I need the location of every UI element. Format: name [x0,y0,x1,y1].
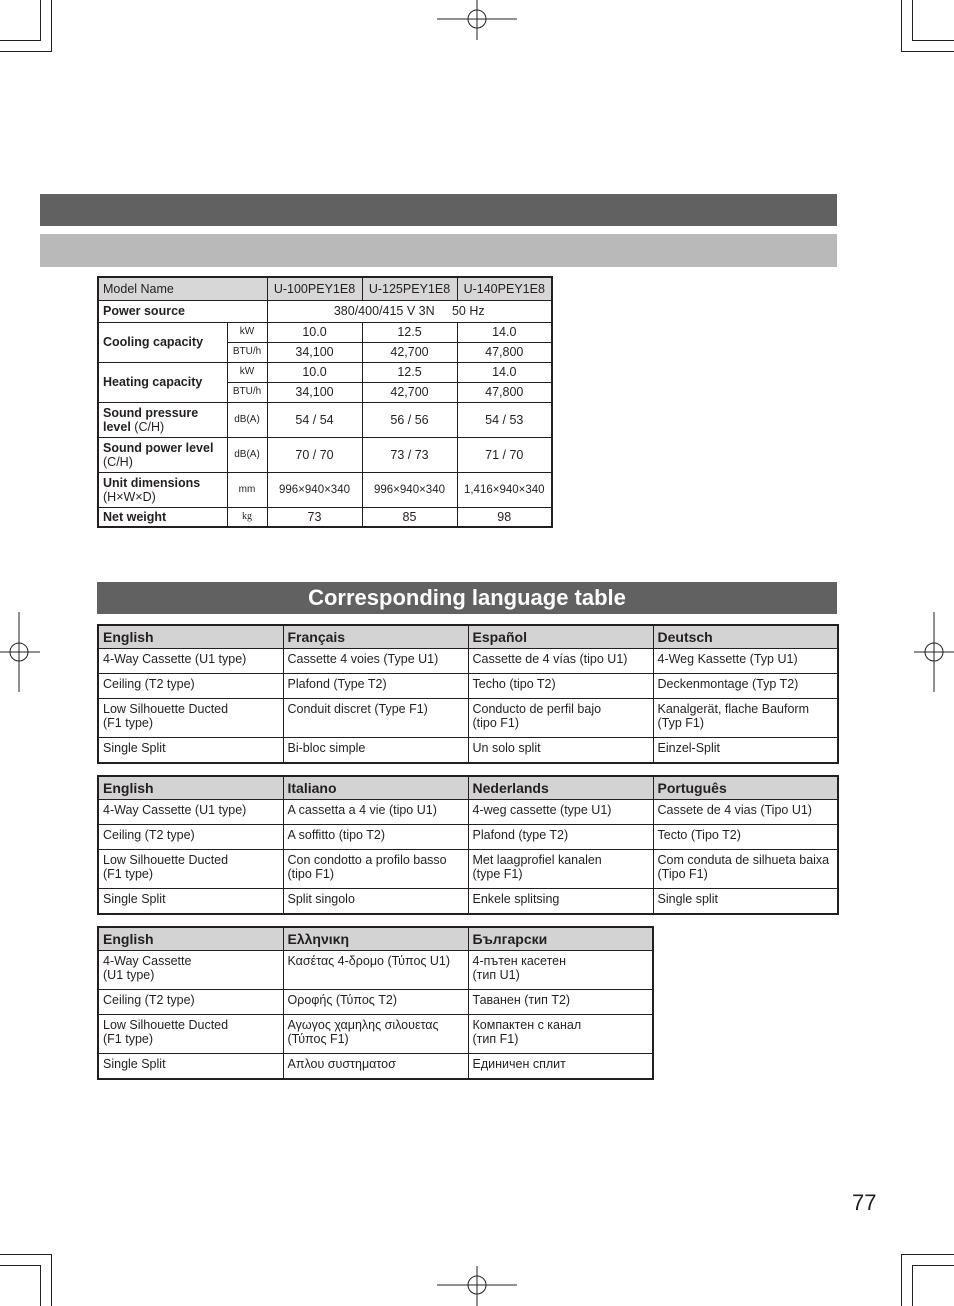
sound-pressure-row [98,402,552,437]
model-name-label: Model Name [98,277,267,300]
language-header-row [98,927,653,951]
table-row [98,825,838,850]
cooling-kw-unit: kW [227,322,267,342]
cooling-kw-2: 12.5 [362,322,457,342]
header-italiano: Italiano [283,776,468,800]
table-cell: Απλου συστηματοσ [283,1054,468,1080]
table-cell: Com conduta de silhueta baixa (Tipo F1) [653,850,838,889]
header-nederlands: Nederlands [468,776,653,800]
table-row [98,800,838,825]
table-cell: Единичен сплит [468,1054,653,1080]
table-cell: Таванен (тип T2) [468,990,653,1015]
table-cell: Cassette 4 voies (Type U1) [283,649,468,674]
table-cell: Conduit discret (Type F1) [283,699,468,738]
sound-power-3: 71 / 70 [457,437,552,472]
header-english: English [98,776,283,800]
cooling-kw-row [98,322,552,342]
table-cell: Αγωγος χαμηλης σιλουετας (Τύπος F1) [283,1015,468,1054]
cooling-kw-1: 10.0 [267,322,362,342]
table-cell: Bi-bloc simple [283,738,468,764]
spec-header-row [98,277,552,300]
table-cell: Single Split [98,738,283,764]
cooling-kw-3: 14.0 [457,322,552,342]
heating-kw-row [98,362,552,382]
header-portugues: Português [653,776,838,800]
net-weight-3: 98 [457,507,552,527]
table-cell: 4-Way Cassette (U1 type) [98,951,283,990]
sound-pressure-suffix: (C/H) [130,419,165,434]
heating-kw-unit: kW [227,362,267,382]
table-cell: Un solo split [468,738,653,764]
header-greek: Ελληνικη [283,927,468,951]
net-weight-1: 73 [267,507,362,527]
table-cell: Plafond (Type T2) [283,674,468,699]
table-cell: A cassetta a 4 vie (tipo U1) [283,800,468,825]
table-cell: Ceiling (T2 type) [98,674,283,699]
power-source-value: 380/400/415 V 3N 50 Hz [267,300,552,322]
language-header-row [98,776,838,800]
sound-power-row [98,437,552,472]
page-number: 77 [852,1190,877,1215]
table-row [98,850,838,889]
power-source-row [98,300,552,322]
subsection-header-bar [40,234,837,267]
model-1: U-100PEY1E8 [267,277,362,300]
table-cell: 4-Weg Kassette (Typ U1) [653,649,838,674]
table-cell: Kanalgerät, flache Bauform (Typ F1) [653,699,838,738]
dimensions-1: 996×940×340 [267,472,362,507]
language-table-3 [97,926,654,1080]
header-english: English [98,927,283,951]
table-cell: Компактен с канал (тип F1) [468,1015,653,1054]
heating-btu-unit: BTU/h [227,382,267,402]
table-cell: Cassette de 4 vías (tipo U1) [468,649,653,674]
cooling-btu-unit: BTU/h [227,342,267,362]
heating-btu-1: 34,100 [267,382,362,402]
language-table-title: Corresponding language table [97,582,837,614]
specification-table [97,276,553,528]
table-cell: Οροφής (Τύπος T2) [283,990,468,1015]
cooling-btu-3: 47,800 [457,342,552,362]
heating-btu-2: 42,700 [362,382,457,402]
table-cell: Cassete de 4 vias (Tipo U1) [653,800,838,825]
table-cell: Techo (tipo T2) [468,674,653,699]
cooling-btu-1: 34,100 [267,342,362,362]
table-row [98,889,838,915]
table-cell: Ceiling (T2 type) [98,825,283,850]
dimensions-unit: mm [227,472,267,507]
dimensions-3: 1,416×940×340 [457,472,552,507]
heating-capacity-label: Heating capacity [103,375,203,389]
dimensions-row [98,472,552,507]
table-cell: Met laagprofiel kanalen (type F1) [468,850,653,889]
table-row [98,674,838,699]
registration-mark-top [437,0,517,40]
net-weight-unit: kg [227,507,267,527]
table-cell: Tecto (Tipo T2) [653,825,838,850]
table-cell: Einzel-Split [653,738,838,764]
table-cell: Split singolo [283,889,468,915]
header-bulgarian: Български [468,927,653,951]
table-cell: Deckenmontage (Typ T2) [653,674,838,699]
registration-mark-bottom [437,1266,517,1306]
sound-power-suffix: (C/H) [103,454,133,469]
section-header-bar [40,194,837,226]
header-deutsch: Deutsch [653,625,838,649]
cooling-btu-2: 42,700 [362,342,457,362]
heating-kw-2: 12.5 [362,362,457,382]
table-cell: Κασέτας 4-δρομο (Τύπος U1) [283,951,468,990]
table-cell: Single split [653,889,838,915]
header-english: English [98,625,283,649]
table-cell: Enkele splitsing [468,889,653,915]
header-espanol: Español [468,625,653,649]
table-cell: Conducto de perfil bajo (tipo F1) [468,699,653,738]
table-cell: 4-пътен касетен (тип U1) [468,951,653,990]
heating-btu-3: 47,800 [457,382,552,402]
table-row [98,738,838,764]
model-3: U-140PEY1E8 [457,277,552,300]
registration-mark-left [0,612,40,692]
table-cell: Con condotto a profilo basso (tipo F1) [283,850,468,889]
sound-pressure-unit: dB(A) [227,402,267,437]
heating-kw-3: 14.0 [457,362,552,382]
table-cell: Low Silhouette Ducted (F1 type) [98,1015,283,1054]
language-header-row [98,625,838,649]
dimensions-label: Unit dimensions [103,475,201,490]
model-2: U-125PEY1E8 [362,277,457,300]
net-weight-label: Net weight [103,509,167,524]
table-cell: 4-weg cassette (type U1) [468,800,653,825]
table-row [98,990,653,1015]
net-weight-2: 85 [362,507,457,527]
sound-pressure-2: 56 / 56 [362,402,457,437]
table-cell: Single Split [98,889,283,915]
table-cell: Low Silhouette Ducted (F1 type) [98,850,283,889]
registration-mark-right [914,612,954,692]
table-cell: Low Silhouette Ducted (F1 type) [98,699,283,738]
table-row [98,1015,653,1054]
language-table-1 [97,624,839,764]
table-cell: A soffitto (tipo T2) [283,825,468,850]
header-francais: Français [283,625,468,649]
sound-pressure-1: 54 / 54 [267,402,362,437]
table-cell: Ceiling (T2 type) [98,990,283,1015]
table-cell: Single Split [98,1054,283,1080]
sound-pressure-label: Sound pressure level [103,405,199,434]
table-row [98,1054,653,1080]
cooling-capacity-label: Cooling capacity [103,335,204,349]
net-weight-row [98,507,552,527]
sound-pressure-3: 54 / 53 [457,402,552,437]
dimensions-2: 996×940×340 [362,472,457,507]
dimensions-suffix: (H×W×D) [103,489,156,504]
table-row [98,951,653,990]
table-row [98,699,838,738]
language-table-2 [97,775,839,915]
sound-power-label: Sound power level [103,440,214,455]
heating-kw-1: 10.0 [267,362,362,382]
sound-power-1: 70 / 70 [267,437,362,472]
table-cell: 4-Way Cassette (U1 type) [98,800,283,825]
sound-power-2: 73 / 73 [362,437,457,472]
table-row [98,649,838,674]
table-cell: Plafond (type T2) [468,825,653,850]
sound-power-unit: dB(A) [227,437,267,472]
power-source-label: Power source [103,304,185,318]
table-cell: 4-Way Cassette (U1 type) [98,649,283,674]
